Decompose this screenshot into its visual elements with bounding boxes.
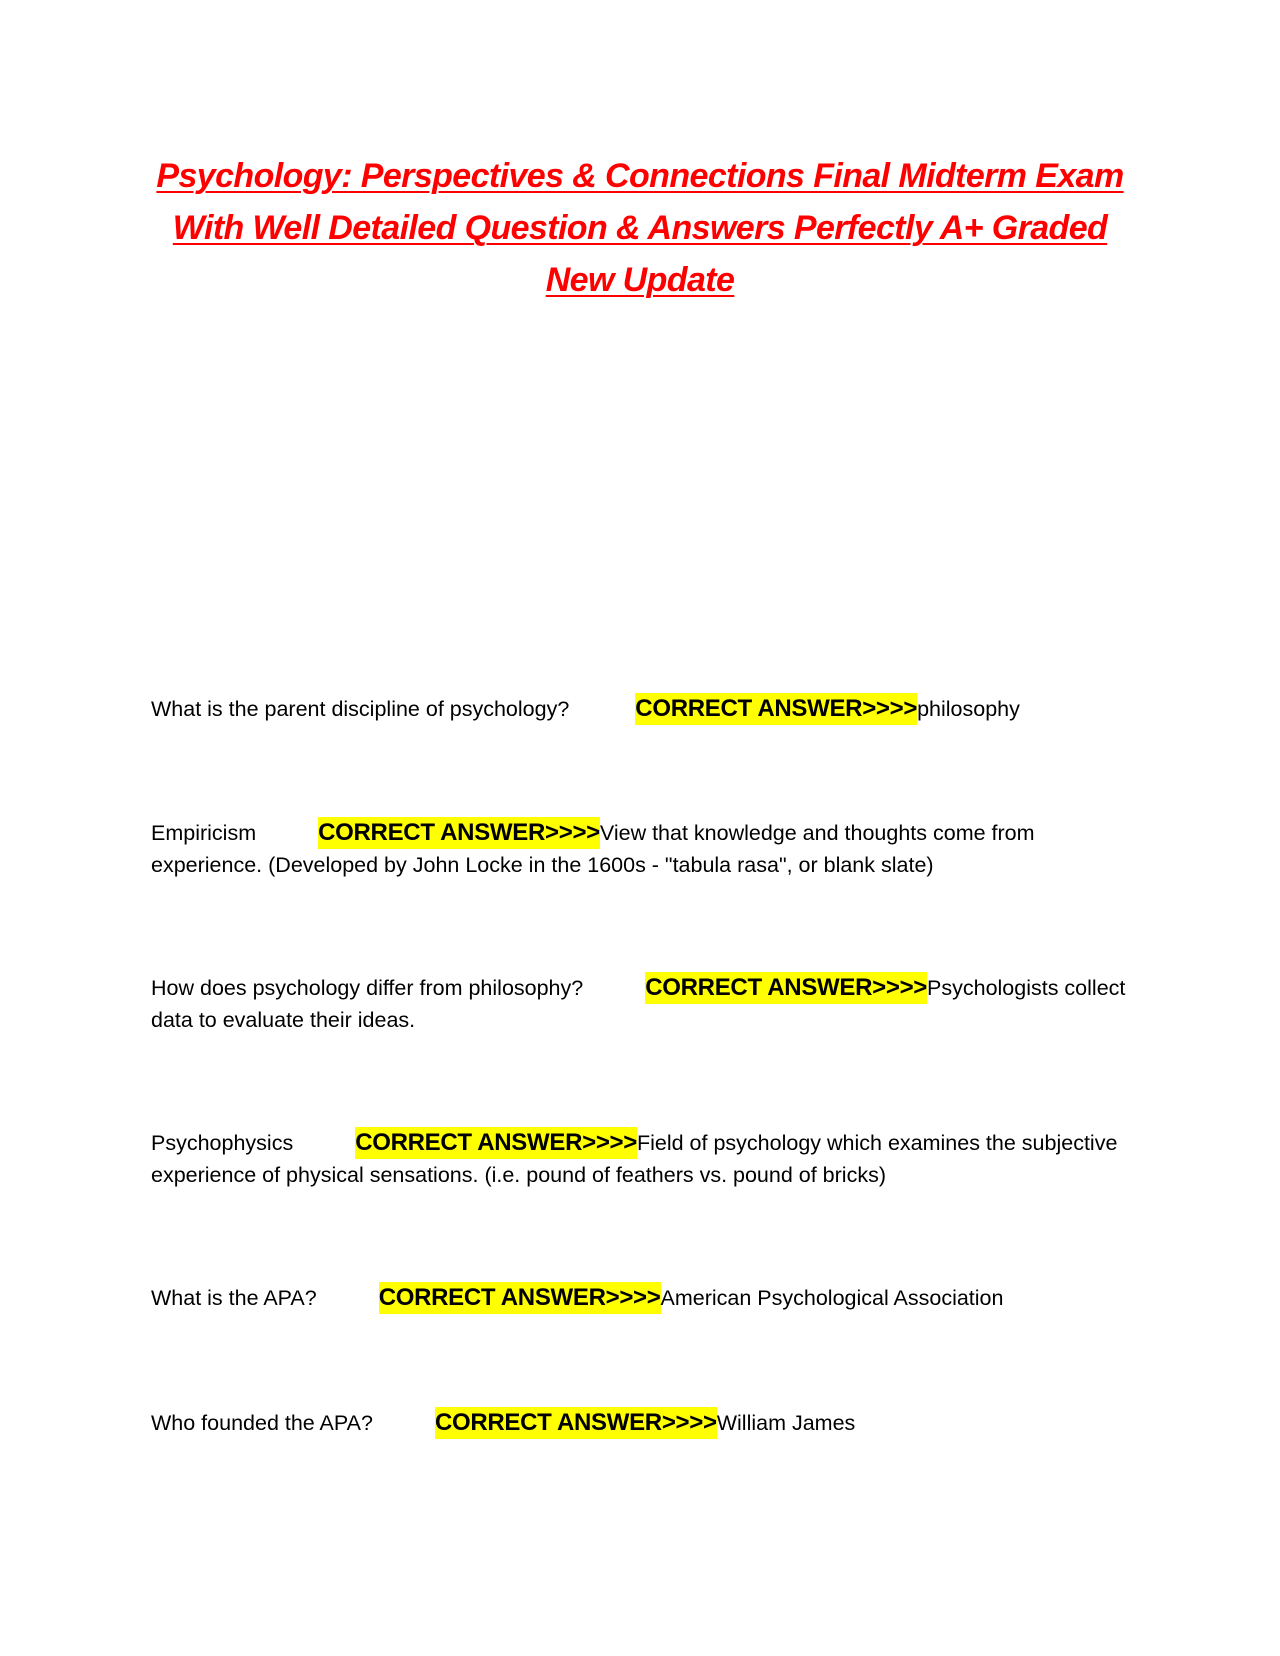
qa-item — [151, 972, 1126, 1036]
qa-item — [151, 1407, 1126, 1439]
correct-answer-marker: CORRECT ANSWER>>>> — [645, 972, 927, 1004]
question-text: What is the APA? — [151, 1286, 317, 1310]
qa-item — [151, 817, 1126, 881]
correct-answer-marker: CORRECT ANSWER>>>> — [435, 1407, 717, 1439]
correct-answer-marker: CORRECT ANSWER>>>> — [355, 1127, 637, 1159]
answer-text: Psychologists collect data to evaluate their ideas. — [151, 976, 1126, 1032]
question-text: Who founded the APA? — [151, 1411, 373, 1435]
qa-item — [151, 1127, 1126, 1191]
question-text: Psychophysics — [151, 1131, 294, 1155]
answer-text: philosophy — [917, 697, 1020, 721]
question-text: What is the parent discipline of psychology? — [151, 697, 570, 721]
qa-item — [151, 693, 1126, 725]
answer-text: American Psychological Association — [660, 1286, 1004, 1310]
qa-item — [151, 1282, 1126, 1314]
question-text: Empiricism — [151, 821, 257, 845]
answer-text: William James — [716, 1411, 856, 1435]
document-title: Psychology: Perspectives & Connections Final Midterm Exam With Well Detailed Question & Answers Perfectly A+ Graded New Update — [156, 157, 1124, 299]
question-text: How does psychology differ from philosophy? — [151, 976, 584, 1000]
correct-answer-marker: CORRECT ANSWER>>>> — [635, 693, 917, 725]
correct-answer-marker: CORRECT ANSWER>>>> — [318, 817, 600, 849]
answer-text: Field of psychology which examines the subjective experience of physical sensations. (i.e. pound of feathers vs. pound of bricks) — [151, 1131, 1118, 1187]
correct-answer-marker: CORRECT ANSWER>>>> — [379, 1282, 661, 1314]
answer-text: View that knowledge and thoughts come from experience. (Developed by John Locke in the 1600s - "tabula rasa", or blank slate) — [151, 821, 1035, 877]
